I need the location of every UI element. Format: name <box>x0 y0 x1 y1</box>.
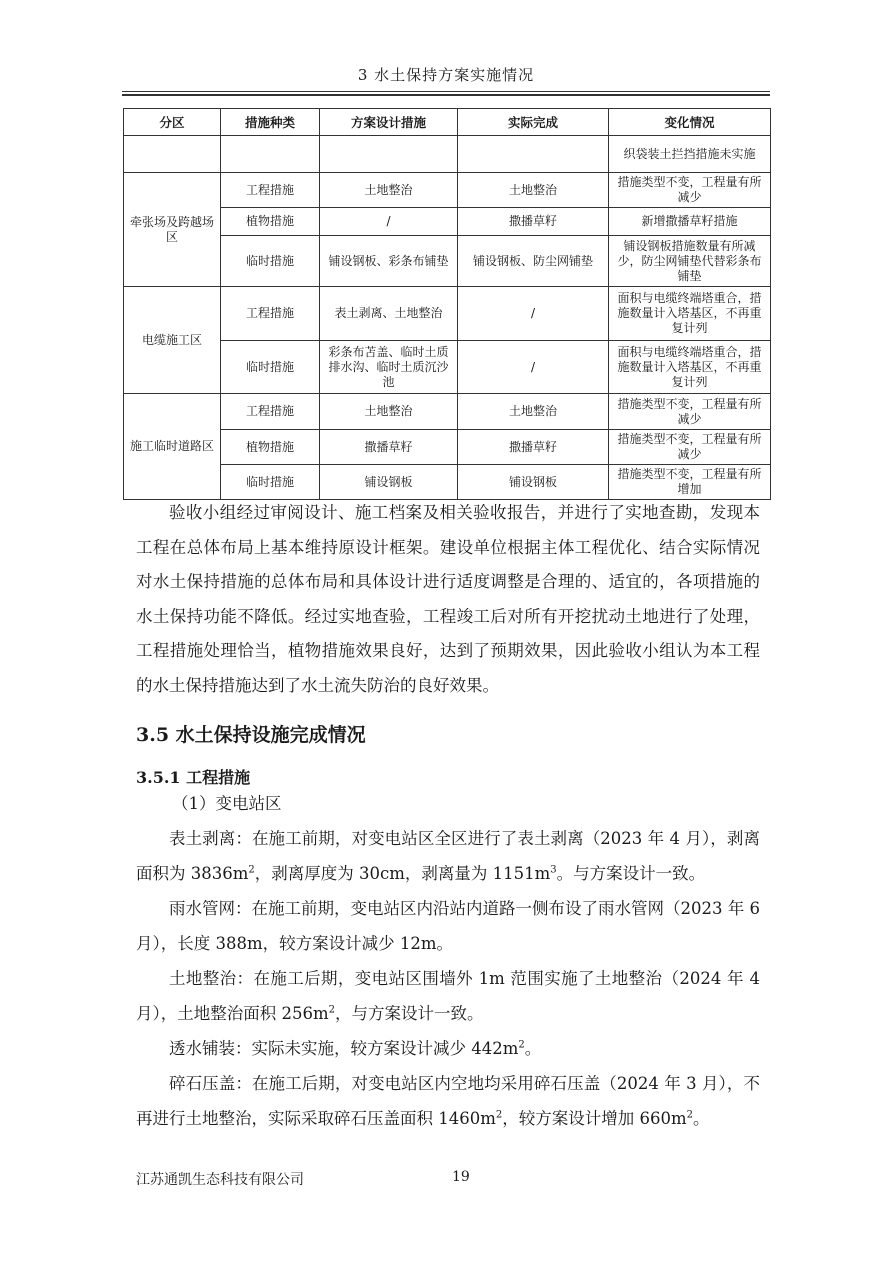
col-header-change: 变化情况 <box>609 109 771 136</box>
topsoil-text-b: ，剥离厚度为 30cm，剥离量为 1151m <box>254 863 551 883</box>
cell-zone: 电缆施工区 <box>124 287 221 394</box>
cell-actual: 撒播草籽 <box>458 430 609 465</box>
gravel-text-b: ，较方案设计增加 660m <box>502 1108 687 1128</box>
table-row <box>124 430 771 465</box>
cell-type: 植物措施 <box>221 430 320 465</box>
table-row <box>124 173 771 208</box>
superscript: 2 <box>686 1109 694 1120</box>
table-header-row <box>124 109 771 136</box>
cell-change: 铺设钢板措施数量有所减少，防尘网铺垫代替彩条布铺垫 <box>609 236 771 287</box>
cell-type: 工程措施 <box>221 287 320 341</box>
cell-actual: 撒播草籽 <box>458 208 609 236</box>
cell-type: 临时措施 <box>221 341 320 394</box>
table-row <box>124 465 771 500</box>
superscript: 3 <box>550 864 557 875</box>
cell-change: 措施类型不变，工程量有所减少 <box>609 394 771 430</box>
col-header-actual: 实际完成 <box>458 109 609 136</box>
cell-actual: 铺设钢板、防尘网铺垫 <box>458 236 609 287</box>
rain-pipe-paragraph: 雨水管网：在施工前期，变电站区内沿站内道路一侧布设了雨水管网（2023 年 6 月），长度 388m，较方案设计减少 12m。 <box>136 899 760 953</box>
subsection-heading: 3.5.1 工程措施 <box>136 768 251 787</box>
gravel-text-c: 。 <box>693 1108 710 1128</box>
table-row <box>124 136 771 173</box>
table-row <box>124 236 771 287</box>
cell-design <box>320 136 458 173</box>
land-text-b: ，与方案设计一致。 <box>335 1003 484 1023</box>
topsoil-text-a: 表土剥离：在施工前期，对变电站区全区进行了表土剥离（2023 年 4 月），剥离面积为 3836m <box>136 829 760 883</box>
land-text-a: 土地整治：在施工后期，变电站区围墙外 1m 范围实施了土地整治（2024 年 4 月），土地整治面积 256m <box>136 969 760 1023</box>
cell-change: 措施类型不变，工程量有所减少 <box>609 173 771 208</box>
table-row <box>124 341 771 394</box>
cell-design: 撒播草籽 <box>320 430 458 465</box>
cell-type <box>221 136 320 173</box>
cell-change: 织袋装土拦挡措施未实施 <box>609 136 771 173</box>
cell-zone <box>124 136 221 173</box>
cell-design: 彩条布苫盖、临时土质排水沟、临时土质沉沙池 <box>320 341 458 394</box>
running-header: 3 水土保持方案实施情况 <box>357 66 535 84</box>
cell-zone: 牵张场及跨越场区 <box>124 173 221 287</box>
cell-actual: / <box>458 287 609 341</box>
topsoil-paragraph <box>136 822 760 891</box>
cell-design: 铺设钢板 <box>320 465 458 500</box>
permeable-text-a: 透水铺装：实际未实施，较方案设计减少 442m <box>169 1039 519 1058</box>
superscript: 2 <box>495 1109 503 1120</box>
cell-type: 工程措施 <box>221 173 320 208</box>
cell-design: 铺设钢板、彩条布铺垫 <box>320 236 458 287</box>
topsoil-text-c: 。与方案设计一致。 <box>556 863 706 883</box>
section-heading: 3.5 水土保持设施完成情况 <box>136 724 366 746</box>
permeable-paragraph <box>136 1032 760 1067</box>
cell-design: 土地整治 <box>320 173 458 208</box>
conclusion-paragraph: 验收小组经过审阅设计、施工档案及相关验收报告，并进行了实地查勘，发现本工程在总体布局上基本维持原设计框架。建设单位根据主体工程优化、结合实际情况对水土保持措施的总体布局和具体设计进行适度调整是合理的、适宜的，各项措施的水土保持功能不降低。经过实地查验，工程竣工后对所有开挖扰动土地进行了处理，工程措施处理恰当，植物措施效果良好，达到了预期效果，因此验收小组认为本工程的水土保持措施达到了水土流失防治的良好效果。 <box>136 503 760 695</box>
measures-table <box>123 108 771 500</box>
item-heading: （1）变电站区 <box>172 794 282 813</box>
cell-actual: 铺设钢板 <box>458 465 609 500</box>
gravel-paragraph <box>136 1067 760 1136</box>
cell-change: 新增撒播草籽措施 <box>609 208 771 236</box>
gravel-text-a: 碎石压盖：在施工后期，对变电站区内空地均采用碎石压盖（2024 年 3 月），不再进行土地整治，实际采取碎石压盖面积 1460m <box>136 1074 760 1128</box>
cell-type: 工程措施 <box>221 394 320 430</box>
header-rule <box>122 91 770 96</box>
permeable-text-b: 。 <box>524 1039 542 1058</box>
col-header-zone: 分区 <box>124 109 221 136</box>
cell-type: 植物措施 <box>221 208 320 236</box>
col-header-design: 方案设计措施 <box>320 109 458 136</box>
page-number: 19 <box>452 1169 470 1185</box>
cell-change: 措施类型不变，工程量有所减少 <box>609 430 771 465</box>
cell-change: 面积与电缆终端塔重合，措施数量计入塔基区，不再重复计列 <box>609 341 771 394</box>
land-paragraph <box>136 962 760 1031</box>
table-row <box>124 394 771 430</box>
cell-actual: / <box>458 341 609 394</box>
cell-actual: 土地整治 <box>458 173 609 208</box>
cell-design: 表土剥离、土地整治 <box>320 287 458 341</box>
col-header-type: 措施种类 <box>221 109 320 136</box>
cell-change: 措施类型不变，工程量有所增加 <box>609 465 771 500</box>
footer-company: 江苏通凯生态科技有限公司 <box>136 1172 304 1188</box>
table-row <box>124 287 771 341</box>
cell-actual: 土地整治 <box>458 394 609 430</box>
cell-change: 面积与电缆终端塔重合，措施数量计入塔基区，不再重复计列 <box>609 287 771 341</box>
cell-design: / <box>320 208 458 236</box>
cell-type: 临时措施 <box>221 465 320 500</box>
table-row <box>124 208 771 236</box>
superscript: 2 <box>248 864 255 875</box>
cell-design: 土地整治 <box>320 394 458 430</box>
superscript: 2 <box>328 1004 336 1015</box>
cell-zone: 施工临时道路区 <box>124 394 221 500</box>
superscript: 2 <box>518 1039 525 1051</box>
cell-actual <box>458 136 609 173</box>
cell-type: 临时措施 <box>221 236 320 287</box>
